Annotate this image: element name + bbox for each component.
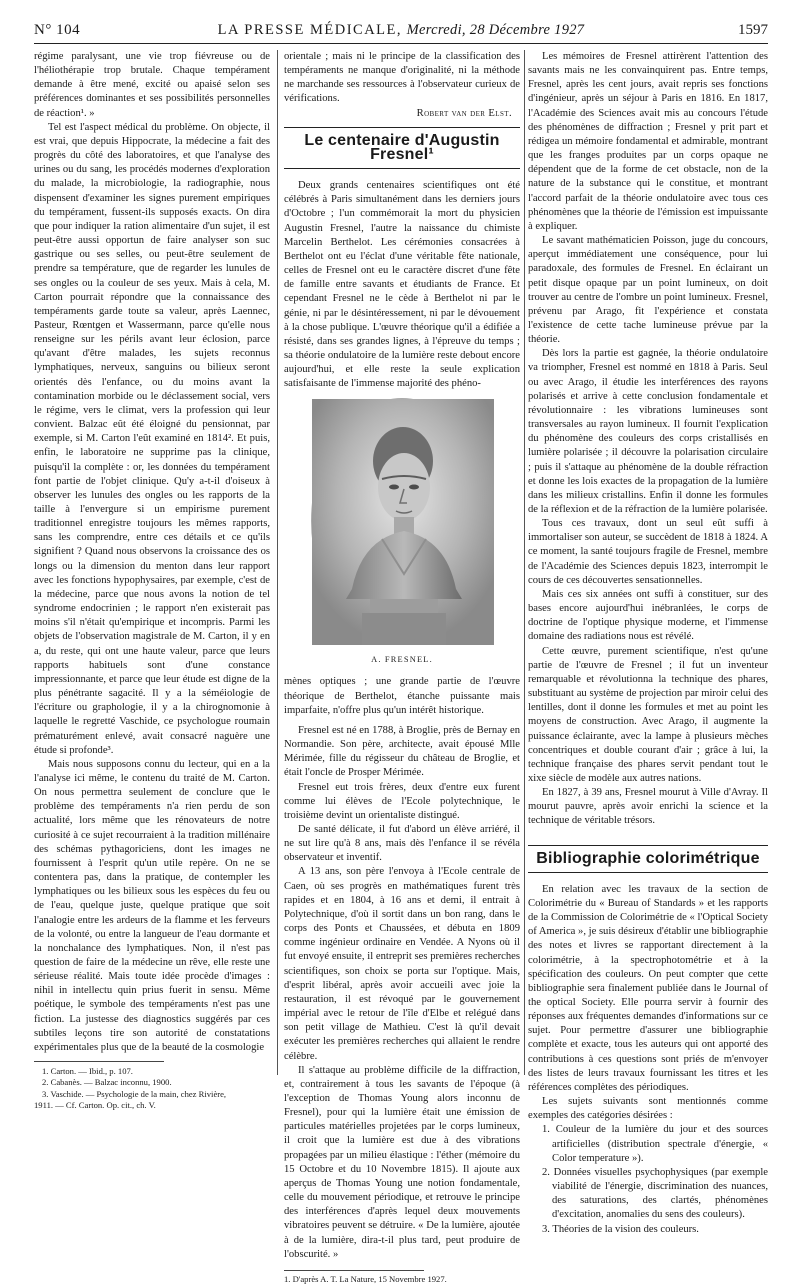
page-number: 1597 — [738, 22, 768, 38]
column-rule-left — [277, 50, 278, 1075]
paragraph: Les mémoires de Fresnel attirèrent l'attention des savants mais ne les convainquirent pas. Entre temps, Fresnel, après les cent jours, avait repris ses fonctions d'ingénieur, après un séjour à Paris en 1816. En 1817, l'Académie des Sciences avait mis au concours l'étude des phénomènes de diffraction ; Fresnel y prit part et rédigea un mémoire fondamental et admirable, montrant que les franges produites par un corps opaque ne dépendent que de la forme de cet obstacle, non de la nature de la substance qui le constitue, et montrant l'accord parfait de la théorie ondulatoire avec tous ces phénomènes que la théorie de l'émission est impuissante à expliquer. — [528, 51, 768, 232]
paragraph: En 1827, à 39 ans, Fresnel mourut à Ville d'Avray. Il mourut pauvre, après avoir enrichi la science et la technique de véritable trésors. — [528, 787, 768, 827]
paragraph: Les sujets suivants sont mentionnés comme exemples des catégories désirées : — [528, 1096, 768, 1122]
footnote: 2. Cabanès. — Balzac inconnu, 1900. — [42, 1077, 172, 1088]
footnote: 3. Vaschide. — Psychologie de la main, chez Rivière, — [42, 1088, 227, 1099]
list-item: 1. Couleur de la lumière du jour et des sources artificielles (distribution spectrale d'énergie, « Color temperature »). — [542, 1124, 768, 1164]
issue-number: N° 104 — [34, 22, 81, 38]
column-2 — [284, 50, 520, 1285]
paragraph: Dès lors la partie est gagnée, la théorie ondulatoire va triompher, Fresnel est nommé en 1818 à Paris. Seul ou avec Arago, il étudie les interférences des rayons polarisés et arrive à cette conclusion fondamentale et révolutionnaire : les vibrations lumineuses sont transversales au rayon lumineux. Il fournit l'explication du phénomène des couleurs des corps cristallisés en lumière polarisée ; il découvre la polarisation circulaire ; puis il s'attaque au phénomène de la double réfraction et donne les lois exactes de la propagation de la lumière dans les milieux cristallins. Enfin il donne les formules de la réflexion et de la réfraction de la lumière polarisée. — [528, 348, 768, 515]
list-item: 3. Théories de la vision des couleurs. — [542, 1223, 699, 1235]
article-title-bibliographie: Bibliographie colorimétrique — [528, 845, 768, 873]
journal-title: LA PRESSE MÉDICALE, — [217, 22, 403, 38]
paragraph: Mais nous supposons connu du lecteur, qui en a la l'analyse ici même, le contenu du traité de M. Carton. On nous permettra seulement de conclure que le problème des tempéraments n'a rien perdu de son actualité, lors même que les rénovateurs de notre curiosité à ce sujet recourraient à la tradition millénaire des schémas pythagoriciens, dont les images ne fournissent à l'esprit qu'un utile repère. On ne se contentera pas, dans la pratique, de contempler les lymphatiques ou les bilieux sous les espèces du feu ou de l'eau, quelque juste, quelque pratique que soit l'analogie entre les ardeurs de la flamme et les ferveurs de la volonté, ou entre la langueur de l'eau dormante et la nonchalance des lymphatiques. Non, il n'est pas question de faire de la médecine un rêve, elle reste une sérieuse réalité. Mais toute idée procède d'images : nihil in intellectu quin prius fuerit in sensu. Même poétique, le symbole des tempéraments n'est pas une fiction. La justesse des diagnostics suggérés par ces subtiles leçons tire son autorité de constatations expérimentales plus que de la beauté de la cosmologie — [34, 758, 270, 1053]
footnote: 1. Carton. — Ibid., p. 107. — [42, 1066, 133, 1077]
portrait-figure — [284, 395, 520, 675]
list-item: 2. Données visuelles psychophysiques (par exemple viabilité de l'énergie, discrimination des nuances, des saturations, des clartés, phénomènes d'excitation, anomalies du sens des couleurs). — [542, 1166, 768, 1221]
article-signature: Robert van der Elst. — [416, 107, 512, 119]
column-1 — [34, 50, 270, 1111]
paragraph: régime paralysant, une vie trop fiévreuse ou de l'héliothérapie trop brutale. Chaque tempérament demande à être mené, excité ou apaisé selon ses préférences dominantes et ses possibilités personnelles de réaction¹. » — [34, 51, 270, 119]
subject-list — [528, 1123, 768, 1236]
page-header — [34, 18, 768, 44]
journal-masthead — [34, 22, 768, 39]
bust-photo — [311, 398, 493, 644]
paragraph: Cette œuvre, purement scientifique, n'est qu'une partie de l'œuvre de Fresnel ; il fut un inventeur remarquable et révolutionna la technique des phares, substituant au système de projection par miroir celui des lentilles, dont il donne les formules et met au point les moyens de construction. Avec Arago, il augmente la puissance éclairante, avec la lampe à plusieurs mèches concentriques et double courant d'air ; grâce à lui, la technique française des phares servit pendant tout le xixe siècle de modèle aux autres nations. — [528, 645, 768, 784]
paragraph: Fresnel eut trois frères, deux d'entre eux furent comme lui élèves de l'Ecole polytechnique, le troisième devint un orientaliste distingué. — [284, 781, 520, 821]
paragraph: orientale ; mais ni le principe de la classification des tempéraments ne manque d'originalité, ni la méthode ne marchande ses ressources à l'observateur curieux de vérifications. — [284, 51, 520, 105]
column-rule-right — [524, 50, 525, 1075]
paragraph: mènes optiques ; une grande partie de l'œuvre théorique de Berthelot, étanche puissante mais imparfaite, n'offre plus qu'un intérêt historique. — [284, 676, 520, 716]
footnote: 1. D'après A. T. La Nature, 15 Novembre 1927. — [284, 1270, 424, 1285]
paragraph: Il s'attaque au problème difficile de la diffraction, et, contrairement à tous les savants de l'époque (à l'exception de Thomas Young alors inconnu de Fresnel), pour qui la lumière était une émission de particules matérielles projetées par le corps lumineux, il croit que la lumière est due à des vibrations propagées par un milieu élastique : l'éther (mémoire du 15 Octobre et du 10 Novembre 1815). Il ajoute aux aperçus de Thomas Young une notion fondamentale, celle du mouvement périodique, et retrouve le principe des interférences d'après lequel deux mouvements vibratoires peuvent se détruire. « De la lumière, ajoutée à de la lumière, dira-t-il plus tard, peut produire de l'obscurité. » — [284, 1064, 520, 1260]
paragraph: De santé délicate, il fut d'abord un élève arriéré, il ne sut lire qu'à 8 ans, mais dès l'enfance il se révéla observateur et inventif. — [284, 824, 520, 864]
paragraph: Fresnel est né en 1788, à Broglie, près de Bernay en Normandie. Son père, architecte, avait épousé Mlle Mérimée, fille du régisseur du château de Broglie, et était l'oncle de Prosper Mérimée. — [284, 724, 520, 779]
paragraph: A 13 ans, son père l'envoya à l'Ecole centrale de Caen, où ses progrès en mathématiques furent très rapides et en 1804, à 16 ans et demi, il entrait à Polytechnique, d'où il sortit dans un bon rang, dans le corps des Ponts et Chaussées, et débuta en 1809 comme ingénieur ordinaire en Vendée. A Nyons où il fut envoyé ensuite, il entreprit ses premières recherches scientifiques, son choix se porta sur l'optique. Mais, d'esprit libéral, après avoir accueili avec joie la restauration, il est révoqué par le gouvernement impérial avec le retour de l'île d'Elbe et relégué dans son petit village de Mathieu. C'est là qu'il devait exécuter les premières recherches qui allaient le rendre célèbre. — [284, 866, 520, 1062]
paragraph: Mais ces six années ont suffi à constituer, sur des bases encore aujourd'hui inébranlées, le corps de doctrine de l'optique physique moderne, et l'immense domaine des radiations nous est révélé. — [528, 588, 768, 643]
paragraph: Tous ces travaux, dont un seul eût suffi à immortaliser son auteur, se succèdent de 1818 à 1824. A ce moment, la santé toujours fragile de Fresnel, membre de l'Académie des Sciences depuis 1823, interrompit le cours de ces découvertes sensationnelles. — [528, 518, 768, 586]
paragraph: Deux grands centenaires scientifiques ont été célébrés à Paris simultanément dans les derniers jours d'Octobre ; l'un commémorait la mort du physicien Augustin Fresnel, l'autre la naissance du chimiste Marcelin Berthelot. Les cérémonies consacrées à Berthelot ont eu l'éclat d'une véritable fête nationale, celles de Fresnel ont eu le caractère discret d'une fête de famille entre savants et étudiants de France. Et cependant Fresnel ne le cède à Berthelot ni par le génie, ni par le désintéressement, ni par le dévouement à la chose publique. L'œuvre théorique qu'il a édifiée a résisté, dans ses grandes lignes, à l'épreuve du temps ; sa théorie ondulatoire de la lumière reste debout encore aujourd'hui, et elle reste la seule explication satisfaisante de l'immense majorité des phéno- — [284, 180, 520, 390]
paragraph: Le savant mathématicien Poisson, juge du concours, aperçut immédiatement une conséquence, pour lui paradoxale, des formules de Fresnel. En éclairant un petit disque opaque par un point lumineux, on doit trouver au centre de l'ombre un point lumineux. Fresnel, prévenu par Arago, fit l'expérience et constata l'existence de cette tache lumineuse prévue par la théorie. — [528, 235, 768, 346]
article-title-fresnel: Le centenaire d'Augustin Fresnel¹ — [284, 127, 520, 169]
issue-date: Mercredi, 28 Décembre 1927 — [406, 22, 585, 38]
column-3 — [528, 50, 768, 1237]
figure-caption: A. FRESNEL. — [371, 655, 433, 665]
footnote: 1911. — Cf. Carton. Op. cit., ch. V. — [34, 1099, 156, 1110]
bust-illustration — [312, 399, 494, 645]
paragraph: Tel est l'aspect médical du problème. On objecte, il est vrai, que depuis Hippocrate, la médecine a fait des progrès du côté des laboratoires, et que l'analyse des urines ou du sang, les procédés modernes d'exploration du malade, la microbiologie, la radiographie, nous dispensent d'examiner les signes purement empiriques du tempérament, fussent-ils supposés exacts. On dira que pour indiquer la ration alimentaire d'un sujet, il est peut-être aussi opportun de faire analyser son suc gastrique ou ses selles, ou peut-être seulement de prendre sa température, que de regarder les lunules de ses ongles ou la couleur de ses yeux. Mais à cela, M. Carton pourrait répondre que la connaissance des tempéraments garde toute sa valeur, après Laennec, Pasteur, Rœntgen et Wassermann, parce qu'elle nous renseigne sur les périls avant leur éclosion, parce qu'avant d'être malades, les sujets reconnus lymphatiques, nerveux, sanguins ou bilieux seront orientés dès l'enfance, ou du moins avant la contamination morbide ou le déclassement social, vers le régime, vers le climat, vers la profession qui leur convient. Balzac eût été éloigné du pensionnat, par exemple, si M. Carton l'eût examiné en 1814². Et puis, enfin, le laboratoire ne supprime pas la clinique, puisqu'il la complète : or, les données du tempérament font partie de l'objet clinique. Qu'y a-t-il d'oiseux à observer les lunules des ongles ou les rapports de la taille à l'envergure si un empirisme purement traditionnel enregistre toujours les mêmes rapports, sans les comprendre, entre ces détails et ce qu'ils signifient ? Quand nous observons la croissance des os longs ou la dimension du menton dans leur rapport avec les fonctions hypophysaires, par exemple, c'est de la médecine, parce que nous avons la notion de tel syndrome endocrinien ; le rapport n'en existerait pas moins s'il n'était qu'empirique et incompris. Parmi les objets de l'observation magistrale de M. Carton, il y en a, du reste, qui ont une haute valeur, parce que leurs rapports habituels sont d'une constance impressionnante, et parce que leur étude est digne de la plus pénétrante sagacité. Il y a la séméiologie de l'écriture ou graphologie, il y a la chirognomonie à laquelle le regretté Vaschide, ce psychologue roumain prématurément enlevé, avait consacré naguère une étude si profonde³. — [34, 121, 270, 756]
paragraph: En relation avec les travaux de la section de Colorimétrie du « Bureau of Standards » et les rapports de la Commission de Colorimétrie de « l'Optical Society of America », je suis désireux d'établir une bibliographie des notes et livres se rapportant directement à la colorimétrie, à la spectrophotométrie et à la spécification des couleurs. On peut compter que cette bibliographie sera finalement publiée dans le Journal of the optical Society. Elle pourra servir à fournir des réponses aux fréquentes demandes d'informations sur ce sujet. Pour permettre d'assurer une bibliographie complète et exacte, tous les auteurs qui ont apporté des contributions à ces questions sont priés de m'envoyer des listes de leurs travaux fournissant les titres et les références complètes des périodiques. — [528, 883, 768, 1093]
